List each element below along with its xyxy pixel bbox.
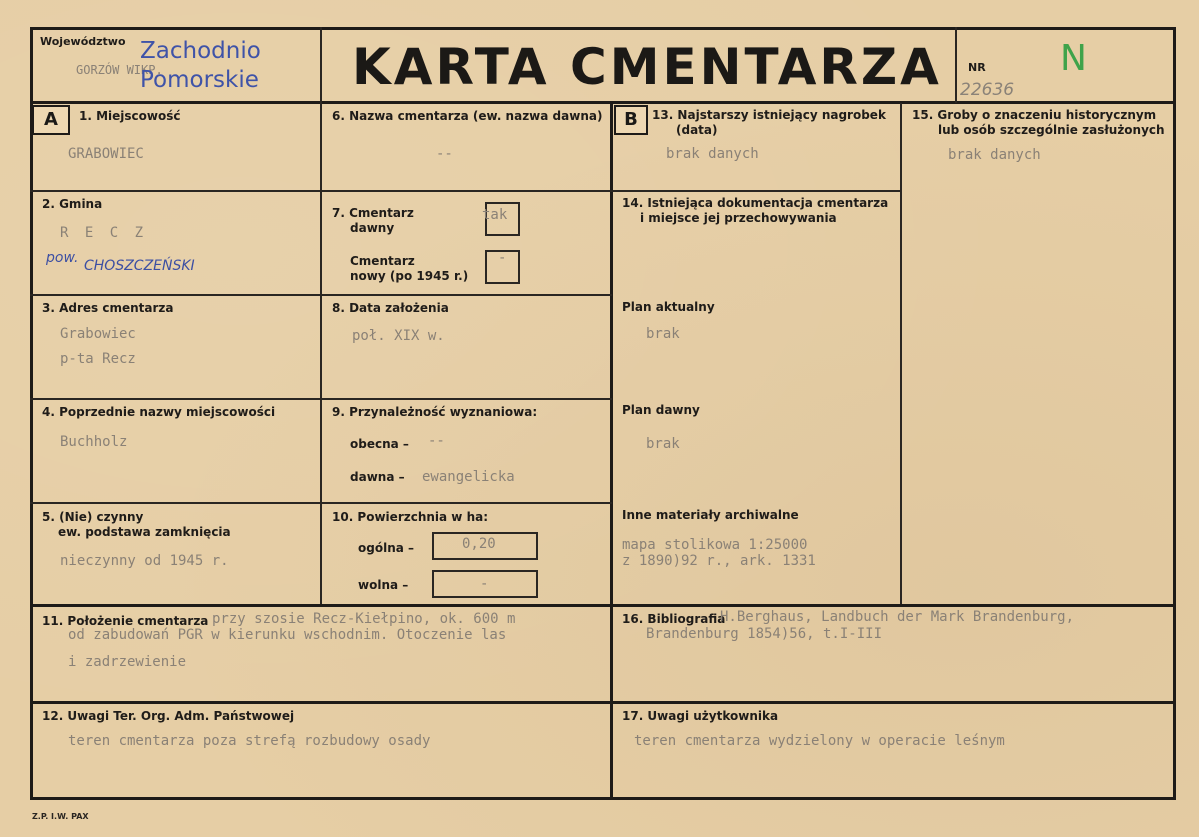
field-7-dawny-value: tak — [482, 207, 508, 223]
inne-materialy-line1: mapa stolikowa 1:25000 — [622, 537, 808, 553]
field-11-line1: przy szosie Recz-Kiełpino, ok. 600 m — [212, 611, 516, 627]
plan-aktualny-value: brak — [646, 326, 680, 342]
row-divider-l2 — [30, 294, 612, 296]
frame-left — [30, 27, 33, 800]
field-13-label-line2: (data) — [676, 123, 718, 137]
wojewodztwo-label: Województwo — [40, 35, 126, 48]
field-7-dawny-label-1: 7. Cmentarz — [332, 206, 414, 220]
field-7-nowy-value: - — [498, 250, 507, 266]
field-11-line2: od zabudowań PGR w kierunku wschodnim. Otoczenie las — [68, 627, 507, 643]
field-9-obecna-value: -- — [428, 433, 445, 449]
field-15-value: brak danych — [948, 147, 1041, 163]
field-12-label: 12. Uwagi Ter. Org. Adm. Państwowej — [42, 709, 295, 723]
field-1-value: GRABOWIEC — [68, 146, 144, 162]
field-17-label: 17. Uwagi użytkownika — [622, 709, 779, 723]
field-9-obecna-label: obecna – — [350, 437, 409, 451]
section-b-marker: B — [614, 105, 648, 135]
field-2-pow-value: CHOSZCZEŃSKI — [84, 258, 195, 274]
field-14-label-line1: 14. Istniejąca dokumentacja cmentarza — [622, 196, 889, 210]
field-2-value: R E C Z — [60, 225, 148, 241]
plan-dawny-value: brak — [646, 436, 680, 452]
field-7-dawny-label-2: dawny — [350, 221, 395, 235]
wojewodztwo-stamp-line1: Zachodnio — [140, 38, 261, 64]
header-divider-right — [955, 27, 957, 103]
field-10-label: 10. Powierzchnia w ha: — [332, 510, 489, 524]
field-6-value: -- — [436, 146, 453, 162]
field-15-label-line2: lub osób szczególnie zasłużonych — [938, 123, 1165, 137]
field-3-value-line1: Grabowiec — [60, 326, 136, 342]
field-5-label-line1: 5. (Nie) czynny — [42, 510, 144, 524]
field-10-ogolna-label: ogólna – — [358, 541, 415, 555]
field-9-label: 9. Przynależność wyznaniowa: — [332, 405, 538, 419]
field-5-value: nieczynny od 1945 r. — [60, 553, 229, 569]
field-10-wolna-label: wolna – — [358, 578, 409, 592]
field-2-label: 2. Gmina — [42, 197, 103, 211]
field-4-label: 4. Poprzednie nazwy miejscowości — [42, 405, 276, 419]
printer-imprint: Z.P. I.W. PAX — [32, 812, 89, 821]
row-divider-l4 — [30, 502, 612, 504]
field-8-label: 8. Data założenia — [332, 301, 449, 315]
field-5-label-line2: ew. podstawa zamknięcia — [58, 525, 231, 539]
page-title: KARTA CMENTARZA — [352, 38, 942, 96]
field-10-ogolna-value: 0,20 — [462, 536, 496, 552]
inne-materialy-label: Inne materiały archiwalne — [622, 508, 799, 522]
field-7-nowy-label-1: Cmentarz — [350, 254, 415, 268]
frame-bottom — [30, 797, 1176, 800]
field-13-label-line1: 13. Najstarszy istniejący nagrobek — [652, 108, 886, 122]
field-2-pow-label: pow. — [46, 250, 79, 266]
plan-aktualny-label: Plan aktualny — [622, 300, 715, 314]
header-divider-left — [320, 27, 322, 103]
header-divider — [30, 101, 1176, 104]
field-7-nowy-label-2: nowy (po 1945 r.) — [350, 269, 469, 283]
field-13-value: brak danych — [666, 146, 759, 162]
inne-materialy-line2: z 1890)92 r., ark. 1331 — [622, 553, 816, 569]
row-divider-l3 — [30, 398, 612, 400]
col-divider-1 — [320, 103, 322, 605]
frame-top — [30, 27, 1176, 30]
field-16-line1: H.Berghaus, Landbuch der Mark Brandenburg, — [720, 609, 1075, 625]
field-3-value-line2: p-ta Recz — [60, 351, 136, 367]
row-divider-bottom — [30, 701, 1176, 704]
field-3-label: 3. Adres cmentarza — [42, 301, 174, 315]
field-11-label: 11. Położenie cmentarza — [42, 614, 209, 628]
field-9-dawna-value: ewangelicka — [422, 469, 515, 485]
row-divider-l1 — [30, 190, 612, 192]
frame-right — [1173, 27, 1176, 800]
field-6-label: 6. Nazwa cmentarza (ew. nazwa dawna) — [332, 109, 603, 123]
field-12-value: teren cmentarza poza strefą rozbudowy osady — [68, 733, 431, 749]
field-17-value: teren cmentarza wydzielony w operacie leśnym — [634, 733, 1005, 749]
nr-letter: N — [1060, 38, 1087, 79]
col-divider-3 — [900, 103, 902, 605]
field-15-label-line1: 15. Groby o znaczeniu historycznym — [912, 108, 1157, 122]
field-4-value: Buchholz — [60, 434, 128, 450]
nr-label: NR — [968, 61, 986, 74]
row-divider-r1 — [612, 190, 902, 192]
field-1-label: 1. Miejscowość — [79, 109, 181, 123]
col-divider-2 — [610, 103, 613, 798]
field-10-wolna-value: - — [480, 576, 489, 592]
field-11-line3: i zadrzewienie — [68, 654, 187, 670]
section-a-marker: A — [32, 105, 70, 135]
field-8-value: poł. XIX w. — [352, 328, 445, 344]
nr-number: 22636 — [960, 80, 1015, 100]
wojewodztwo-typed: GORZÓW WIKP. — [76, 63, 163, 77]
field-16-label: 16. Bibliografia — [622, 612, 726, 626]
field-14-label-line2: i miejsce jej przechowywania — [640, 211, 837, 225]
plan-dawny-label: Plan dawny — [622, 403, 700, 417]
wojewodztwo-stamp-line2: Pomorskie — [140, 67, 259, 93]
field-16-line2: Brandenburg 1854)56, t.I-III — [646, 626, 883, 642]
field-9-dawna-label: dawna – — [350, 470, 405, 484]
